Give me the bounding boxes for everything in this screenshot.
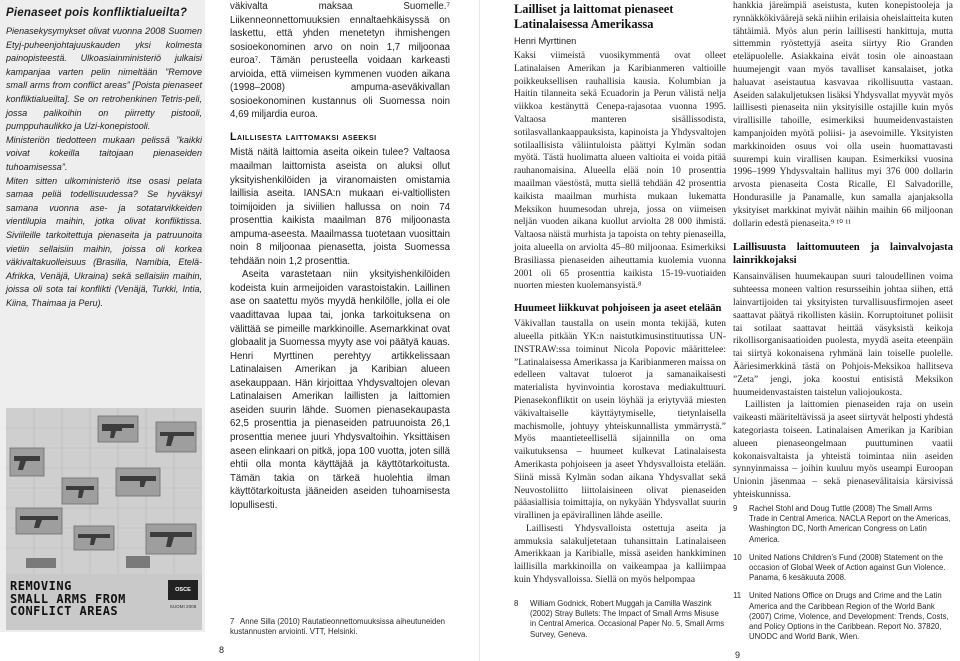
- footnote-text: United Nations Children’s Fund (2008) Statement on the occasion of Global Week of Action against Gun Violence. Panama, 6 kesäkuuta 2008.: [749, 552, 946, 583]
- footnote-item: [733, 591, 953, 642]
- section-heading: Huumeet liikkuvat pohjoiseen ja aseet etelään: [514, 303, 722, 315]
- osce-logo-subtext: SUOMI 2008: [169, 604, 197, 609]
- poster-caption-line: SMALL ARMS FROM: [10, 591, 126, 606]
- page-fold: [479, 0, 480, 661]
- tetris-guns-illustration: [6, 408, 202, 574]
- footnote-text: Rachel Stohl and Doug Tuttle (2008) The Small Arms Trade in Central America. NACLA Report on the Americas, Washington DC, North American Congress on Latin America.: [749, 504, 951, 544]
- footnote-number: 7: [230, 617, 235, 626]
- section-heading: Laillisuusta laittomuuteen ja lainvalvojasta lainrikkojaksi: [733, 242, 953, 267]
- sidebar-paragraph: Ministeriön tiedotteen mukaan pelissä ”kaikki voivat kokeilla taitojaan pienaseiden tuhoamisessa”.: [6, 134, 202, 172]
- right-text-column: [733, 0, 953, 502]
- sidebar-title: Pienaseet pois konfliktialueilta?: [6, 7, 188, 19]
- footnote: [230, 617, 458, 637]
- page-number-right: 9: [735, 650, 741, 660]
- footnote-item: [514, 599, 726, 640]
- body-paragraph: Aseita varastetaan niin yksityishenkilöiden kodeista kuin armeijoiden varastoistakin. Laillinen ase on saatettu myös myydä henkilölle, jolla ei ole vaadittavaa lupaa tai, jonka tarkoituksena on välittää se pimeille markkinoille. Asemarkkinat ovat globaalit ja Suomessa myyty ase voi päätyä kauas. Henri Myrttinen perehtyy artikkelissaan Latinalaisen Amerikan ja Karibian alueen asekauppaan. Hän kirjoittaa Yhdysvaltojen olevan Latinalaisen Amerikan laillisten ja laittomien aseiden suurin lähde. Suomen pienasekaupasta 62,5 prosenttia ja pienaseiden patruunoista 26,1 prosenttia menee juuri Yhdysvaltoihin. Yksittäisen aseen elinkaari on pitkä, jopa 100 vuotta, joten sillä ehtii olla monta käyttäjää ja käyttötarkoitusta. Tämän takia on tärkeä huolehtia ilman käyttötarkoitusta jääneiden aseiden tuhoamisesta lopullisesti.: [230, 269, 450, 511]
- body-paragraph: Laillisten ja laittomien pienaseiden raja on usein vaikeasti määriteltävissä ja aseet siirtyvät helposti yhdestä kategoriasta toiseen. Latinalaisen Amerikan ja Karibian alueen pienaseongelmaan puuttuminen vaatii kokonaisvaltaista ja yhteistä toimintaa niin aseiden synnyinmaissa – joihin kuuluu myös useampi Euroopan Unionin jäsenmaa – sekä pienasevälitaisia kärsivissä yhteiskunnissa.: [733, 400, 953, 500]
- middle-text-column: [514, 50, 726, 587]
- footnote-number: 8: [514, 599, 519, 608]
- sidebar-paragraph: Miten sitten ulkoministeriö itse osasi pelata samaa peliä todellisuudessa? Se hyväksyi samana vuonna ase- ja sotatarvikkeiden vientilupia maihin, jotka olivat konfliktissa. Siviileille tarkoitettuja pienaseita ja patruunoita vietiin sellaisiin maihin, joissa oli korkea väkivaltakuolleisuus (Brasilia, Namibia, Etelä-Afrikka, Venäjä, Ukraina) sekä sellaisiin maihin, joissa oli sota tai konflikti (Venäjä, Turkki, Intia, Kiina, Thaimaa ja Peru).: [6, 175, 202, 308]
- left-text-column: [230, 0, 450, 512]
- footnote-text: Anne Silla (2010) Rautatieonnettomuuksissa aiheutuneiden kustannusten arviointi. VTT, Helsinki.: [230, 617, 446, 637]
- body-paragraph: Väkivallan taustalla on usein monta tekijää, kuten alueella pitkään YK:n naistutkimusinstituutissa UN-INSTRAW:ssa toiminut Nicola Popovic määrittelee: ”Latinalaisessa Amerikassa ja Karibianmeren maissa on edelleen valtavat tuloerot ja samanaikaisesti materialista hyvinvointia korostava mediakulttuuri. Pienasekonfliktit on usein löyhää ja eriytyvää miesten väkivaltaiselle käyttäytymiselle, tietynlaisella machismolle, johtuyy yhteiskunnallista ymmärrystä.” Myös maantieteellisellä sijainnilla on oma vaikutuksensa – huumeet kulkevat Latinalaisesta Amerikasta pohjoiseen ja aseet Yhdysvalloista etelään. Siinä missä Kylmän sodan aikana Yhdysvallat sekä Neuvostoliitto liittolaisineen olivat pienaseiden pääasiallisia toimittajia, on nykyään Yhdysvallat suurin virallinen ja epävirallinen lähde aseille.: [514, 319, 726, 522]
- footnotes-right: [733, 504, 953, 650]
- poster-caption-line: REMOVING: [10, 579, 72, 593]
- body-paragraph: Laillisesti Yhdysvalloista ostettuja aseita ja ammuksia salakuljetetaan tuhansittain Latinalaiseen Amerikkaan ja Karibialle, missä aseiden hankkiminen laillisilla markkinoilla on vaikeampaa ja kalliimpaa kuin Yhdysvalloissa. Siellä on myös helpompaa: [514, 523, 726, 586]
- game-poster-image: [6, 408, 202, 630]
- section-heading: Laillisesta laittomaksi aseeksi: [230, 130, 377, 143]
- body-paragraph: Mistä näitä laittomia aseita oikein tulee? Valtaosa maailman laittomista aseista on aluksi ollut yksityishenkilöiden ja viranomaisten omistamia laillisia aseita. IANSA:n mukaan ei-valtiollisten toimijoiden ja siviilien hallussa on noin 74 prosenttia kaikista maailman 876 miljoonasta ampuma-aseesta. Maailmassa tuotetaan vuosittain noin 8 miljoonaa pienasetta, joista Suomessa tehdään noin 1,2 prosenttia.: [230, 147, 450, 267]
- body-paragraph: Kansainvälisen huumekaupan suuri taloudellinen voima suhteessa moneen valtion resursseihin johtaa siihen, että lainvartijoiden tai yksityisten turvallisuusfirmojen aseet saattavat päätyä rikollisten käsiin. Korruptoitunet poliisit tai sotilaat saattavat heittää väsyksistä keikoja rikollisorganisaatioiden puolesta, myydä aseita eteenpäin tai siirtyä kokonaisena ryhmänä lain toiselle puolelle. Ääriesimerkkinä tästä on Pohjois-Meksikoa hallitseva ”Zeta” jengi, joka koostui entisistä Meksikon huumeidenvastaisten taistelun valiojoukosta.: [733, 272, 953, 398]
- article-author: Henri Myrttinen: [514, 36, 577, 46]
- footnote-text: United Nations Office on Drugs and Crime and the Latin America and the Caribbean Region of the World Bank (2007) Crime, Violence, and Development: Trends, Costs, and Policy Options in the Caribbean. Report No. 37820, UNODC and World Bank, Wien.: [749, 591, 949, 642]
- body-paragraph: hankkia järeämpiä aseistusta, kuten konepistooleja ja rynnäkkökiväärejä sekä niihin erilaisia oheislaitteita kuten tähtäimiä. Myös alun perin laillisesti hankittuja, mutta sittemmin ryöstettyjä aseita siirtyy Rio Granden eteläpuolelle. Asiakkaina eivät tosin ole ainoastaan huumejengit vaan myös tavalliset kansalaiset, jotka haluavat aseistautua kasvavaa rikollisuutta vastaan. Aseiden salakuljetuksen lisäksi Yhdysvallat myyvät myös laillisesti pienaseita niin yksityisille ostajille kuin myös virallisille tahoille, esimerkiksi huumeidenvastaisten kampanjoiden myötä poliisi- ja asevoimille. Yksityisten markkinoiden osuus voi olla usein huomattavasti suurempi kuin virallisen kaupan. Esimerkiksi vuosina 1996–1999 Yhdysvaltain hallitus myi 376 000 dollarin arvosta pienaseita Costa Ricalle, El Salvadorille, Hondurasille ja Panamalle, kun samalla ajanjaksolla yksityiset markkinat myivät näihin maihin 66 miljoonan dollarin edestä pienaseita.⁹ ¹⁰ ¹¹: [733, 1, 953, 229]
- page-number-left: 8: [219, 645, 225, 655]
- body-paragraph: väkivalta maksaa Suomelle.⁷ Liikenneonnettomuuksien ennaltaehkäisyssä on laskettu, että yhden menetetyn ihmishengen sosioekonominen arvo on noin 1,7 miljoonaa euroa⁷. Tämän perusteella voidaan karkeasti arvioida, että viimeisen kymmenen vuoden aikana (1998–2008) ampuma-aseväkivallan sosioekonominen kustannus oli Suomessa noin 4,69 miljardia euroa.: [230, 1, 450, 121]
- footnote-item: [733, 504, 953, 545]
- sidebar-box: [0, 0, 205, 632]
- footnote-number: 10: [733, 552, 742, 562]
- footnote-number: 9: [733, 504, 738, 513]
- sidebar-paragraph: Pienasekysymykset olivat vuonna 2008 Suomen Etyj-puheenjohtajuuskauden yksi kolmesta painopisteestä. Ulkoasiainministeriö julkaisi kampanjaa varten pelin nimeltään ”Remove small arms from conflict areas” [Poista pienaseet konfliktialueilta]. Se on retrohenkinen Tetris-peli, jossa palikoihin on piirretty pistooli, pumppuhaulikko ja Uzi-konepistooli.: [6, 26, 202, 132]
- footnote-text: William Godnick, Robert Muggah ja Camilla Waszink (2002) Stray Bullets: The Impact of Small Arms Misuse in Central America. Occasional Paper No. 5, Small Arms Survey, Geneva.: [530, 599, 725, 639]
- poster-caption-line: CONFLICT AREAS: [10, 604, 119, 619]
- footnote-number: 11: [733, 591, 742, 601]
- poster-caption: [10, 580, 160, 618]
- body-paragraph: Kaksi viimeistä vuosikymmentä ovat olleet Latinalaisen Amerikan ja Karibianmeren valtioille poikkeuksellisen rauhallisia kausia. Kolumbian ja Haitin tilanneita sekä Ecuadorin ja Perun välistä nelja viikkoa kestänyttä Cenepa-rajasotaa vuonna 1995. Valtaosa manteren sisällissodista, sotilasvallankaappauksista, kapinoista ja Yhdysvaltojen sotilaallisista väliintuloista päättyi Kylmän sodan myötä. Tästä huolimatta alueen valtioita ei voida pitää rauhanomaisina. Alueella elää noin 10 prosenttia maailman väestöstä, mutta siellä tehdään 42 prosenttia kaikista maailman murhista mukaan lukematta Meksikon huumesodan uhreja, jossa on viimeisen neljän vuoden aikana kuollut arviolta 28 000 ihmistä. Valtaosa näistä murhista ja tapoista on tehty pienaseilla, joita alueella on arviolta 45–80 miljoonaa. Esimerkiksi Brasiliassa pienaseiden aiheuttamia kuolemia vuonna 2001 oli 65 prosenttia kaikista 15-19-vuotiaiden nuorten miesten kuolemansyistä.⁸: [514, 51, 726, 292]
- footnote: [514, 599, 726, 640]
- osce-logo: OSCE: [168, 580, 198, 600]
- article-title: Lailliset ja laittomat pienaseet Latinalaisessa Amerikassa: [514, 2, 674, 31]
- sidebar-text: [6, 25, 202, 310]
- footnote-item: [733, 553, 953, 584]
